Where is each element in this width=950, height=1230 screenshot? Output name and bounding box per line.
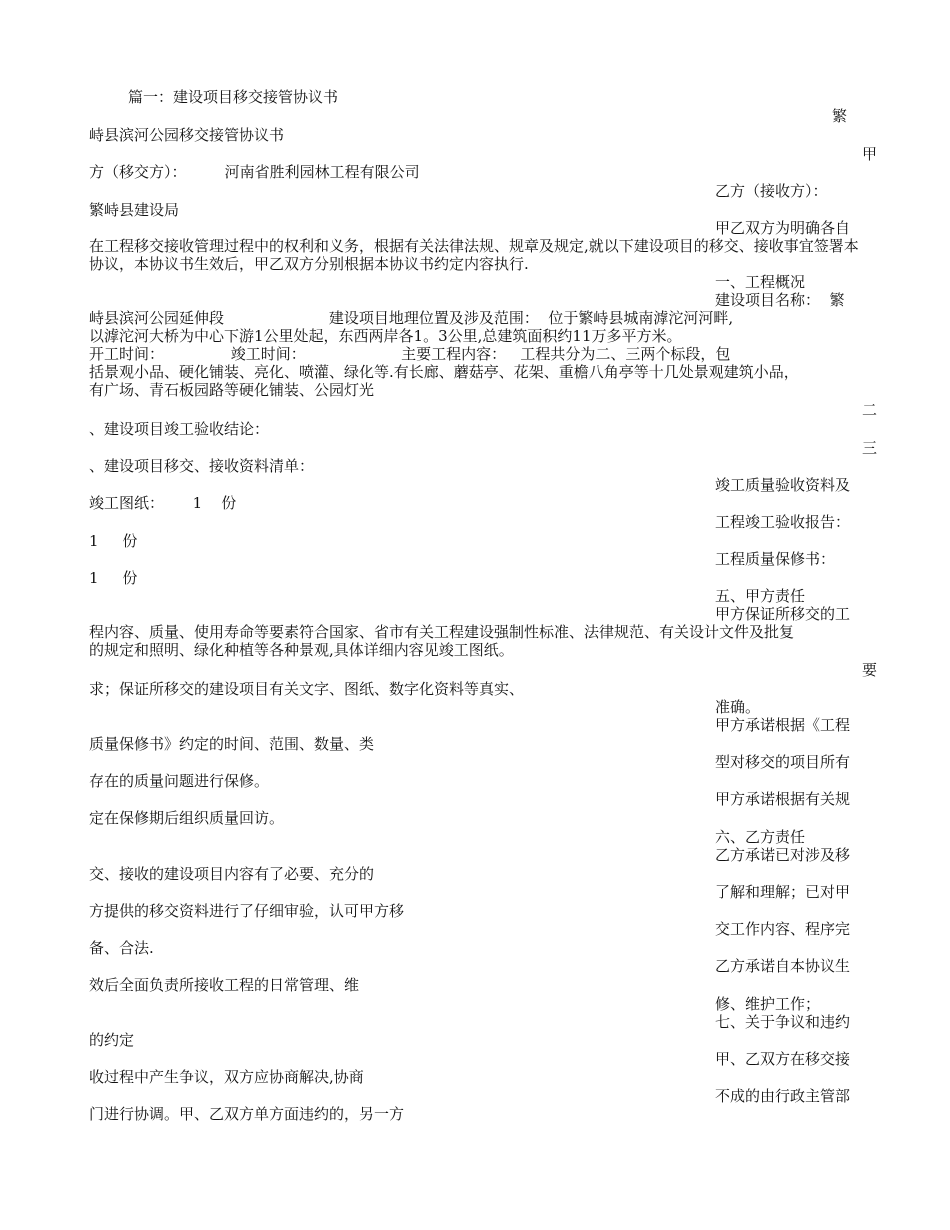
party-a-resp-line-3: 求；保证所移交的建设项目有关文字、图纸、数字化资料等真实、 xyxy=(89,680,525,698)
party-b-promise-start: 乙方承诺已对涉及移 xyxy=(715,846,851,864)
type-fragment: 型对移交的项目所有 xyxy=(715,753,851,771)
fragment-yao: 要 xyxy=(862,661,878,679)
section-6-heading: 六、乙方责任 xyxy=(715,828,806,846)
party-b-promise-2-start: 乙方承诺自本协议生 xyxy=(715,957,851,975)
section-1-heading: 一、工程概况 xyxy=(715,273,806,291)
purpose-start: 甲乙双方为明确各自 xyxy=(715,219,851,237)
party-a-resp-line-2: 的规定和照明、绿化种植等各种景观,具体详细内容见竣工图纸。 xyxy=(89,641,514,659)
accurate-fragment: 准确。 xyxy=(715,698,761,716)
doc-heading: 篇一：建设项目移交接管协议书 xyxy=(128,88,339,106)
section-3-heading: 、建设项目移交、接收资料清单： xyxy=(89,457,315,475)
copies-line-2: 1 份 xyxy=(89,569,138,587)
acceptance-report-item: 工程竣工验收报告： xyxy=(715,513,851,531)
party-b-resp-line-1: 交、接收的建设项目内容有了必要、充分的 xyxy=(89,865,375,883)
agreement-title: 峙县滨河公园移交接管协议书 xyxy=(89,126,285,144)
failing-fragment: 不成的由行政主管部 xyxy=(715,1087,851,1105)
parties-fragment: 甲、乙双方在移交接 xyxy=(715,1050,851,1068)
party-b-resp-line-2: 方提供的移交资料进行了仔细审验，认可甲方移 xyxy=(89,902,405,920)
party-a-promise-start: 甲方承诺根据《工程 xyxy=(715,716,851,734)
drawings-item: 竣工图纸： 1 份 xyxy=(89,494,237,512)
copies-line-1: 1 份 xyxy=(89,532,138,550)
party-b-name: 繁峙县建设局 xyxy=(89,201,180,219)
party-a-resp-line-4: 质量保修书》约定的时间、范围、数量、类 xyxy=(89,735,375,753)
party-a-resp-line-6: 定在保修期后组织质量回访。 xyxy=(89,809,285,827)
party-a-resp-line-5: 存在的质量问题进行保修。 xyxy=(89,772,270,790)
section-2-heading: 、建设项目竣工验收结论： xyxy=(89,420,270,438)
overview-line-2: 以滹沱河大桥为中心下游1公里处起，东西两岸各1。3公里,总建筑面积约11万多平方米。 xyxy=(89,327,682,345)
section-5-heading: 五、甲方责任 xyxy=(715,587,806,605)
party-a-resp-line-1: 程内容、质量、使用寿命等要素符合国家、省市有关工程建设强制性标准、法律规范、有关设计文件及批复 xyxy=(89,623,795,641)
understand-fragment: 了解和理解；已对甲 xyxy=(715,883,851,901)
party-a-ensure-start: 甲方保证所移交的工 xyxy=(715,605,851,623)
party-b-resp-line-3: 备、合法. xyxy=(89,939,154,957)
warranty-item: 工程质量保修书： xyxy=(715,550,836,568)
fragment-fan: 繁 xyxy=(832,107,848,125)
party-a-promise-2-start: 甲方承诺根据有关规 xyxy=(715,790,851,808)
quality-docs-item: 竣工质量验收资料及 xyxy=(715,476,851,494)
handover-fragment: 交工作内容、程序完 xyxy=(715,920,851,938)
overview-line-3: 开工时间： 竣工时间： 主要工程内容： 工程共分为二、三两个标段，包 xyxy=(89,345,731,363)
fragment-san: 三 xyxy=(862,439,878,457)
overview-line-1: 峙县滨河公园延伸段 建设项目地理位置及涉及范围： 位于繁峙县城南滹沱河河畔, xyxy=(89,309,734,327)
overview-line-5: 有广场、青石板园路等硬化铺装、公园灯光 xyxy=(89,381,375,399)
party-a-line: 方（移交方）： 河南省胜利园林工程有限公司 xyxy=(89,163,420,181)
dispute-line-1: 的约定 xyxy=(89,1031,135,1049)
project-name-label: 建设项目名称： 繁 xyxy=(715,291,845,309)
party-b-label: 乙方（接收方）： xyxy=(715,182,828,200)
overview-line-4: 括景观小品、硬化铺装、亮化、喷灌、绿化等.有长廊、蘑菇亭、花架、重檐八角亭等十几处景观建筑小品， xyxy=(89,363,799,381)
fragment-jia: 甲 xyxy=(862,145,878,163)
party-b-resp-line-4: 效后全面负责所接收工程的日常管理、维 xyxy=(89,976,360,994)
purpose-paragraph: 在工程移交接收管理过程中的权利和义务，根据有关法律法规、规章及规定,就以下建设项目的移交、接收事宜签署本协议，本协议书生效后，甲乙双方分别根据本协议书约定内容执行. xyxy=(89,237,859,273)
dispute-line-2: 收过程中产生争议，双方应协商解决,协商 xyxy=(89,1068,364,1086)
section-7-heading: 七、关于争议和违约 xyxy=(715,1013,851,1031)
fragment-er: 二 xyxy=(862,401,878,419)
dispute-line-3: 门进行协调。甲、乙双方单方面违约的，另一方 xyxy=(89,1105,405,1123)
maintain-fragment: 修、维护工作； xyxy=(715,995,821,1013)
